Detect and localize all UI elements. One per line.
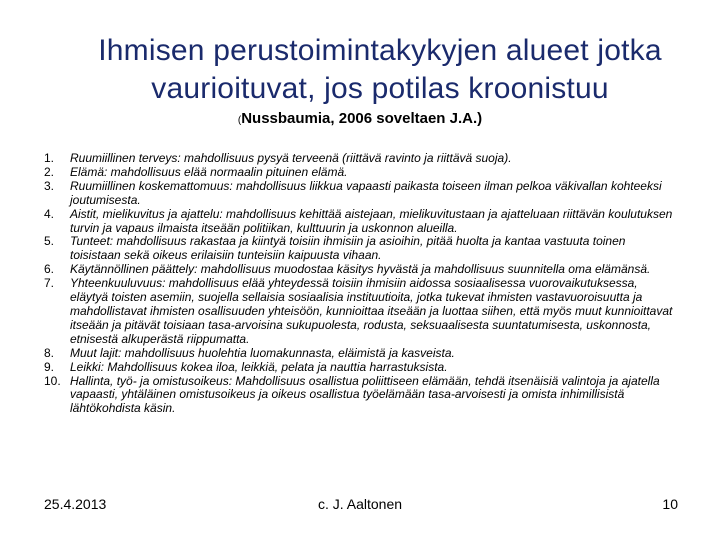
- item-text: Ruumiillinen terveys: mahdollisuus pysyä terveenä (riittävä ravinto ja riittävä suoja).: [70, 151, 512, 165]
- item-number: 9.: [44, 359, 55, 374]
- item-number: 6.: [44, 262, 55, 277]
- item-text: Elämä: mahdollisuus elää normaalin pituinen elämä.: [70, 164, 348, 179]
- item-text: Leikki: Mahdollisuus kokea iloa, leikkiä, pelata ja nauttia harrastuksista.: [70, 359, 448, 374]
- item-text: Tunteet: mahdollisuus rakastaa ja kiintyä toisiin ihmisiin ja asioihin, pitää huolta ja kantaa vastuuta toinen toisistaan sekä oikeus erilaisiin tunteisiin kaipuusta vihaan.: [70, 234, 626, 263]
- item-number: 5.: [44, 234, 55, 249]
- item-text: Käytännöllinen päättely: mahdollisuus muodostaa käsitys hyvästä ja mahdollisuus suunnitella oma elämänsä.: [70, 262, 651, 277]
- subtitle-paren: (: [237, 115, 242, 126]
- subtitle-text: Nussbaumia, 2006 soveltaen J.A.): [241, 110, 483, 127]
- list-item: [44, 361, 674, 375]
- item-number: 4.: [44, 206, 55, 221]
- list-item: [44, 375, 674, 417]
- item-number: 10.: [44, 373, 61, 388]
- footer-date: 25.4.2013: [44, 496, 107, 512]
- title-line-1: Ihmisen perustoimintakykyjen alueet jotka: [98, 34, 662, 67]
- item-number: 7.: [44, 276, 55, 291]
- item-text: Aistit, mielikuvitus ja ajattelu: mahdollisuus kehittää aistejaan, mielikuvitustaan ja ajatteluaan riittävän koulutuksen turvin ja vapaus ilmaista itseään politiikan, kulttuurin ja uskonnon alueilla.: [70, 206, 673, 235]
- page-number: 10: [662, 496, 678, 512]
- list-item: [44, 166, 674, 180]
- list-item: [44, 235, 674, 263]
- item-text: Muut lajit: mahdollisuus huolehtia luomakunnasta, eläimistä ja kasveista.: [70, 345, 455, 360]
- item-text: Yhteenkuuluvuus: mahdollisuus elää yhteydessä toisiin ihmisiin aidossa sosiaalisessa vuorovaikutuksessa, eläytyä toisten asemiin, suojella sellaisia sosiaalisia instituutioita, jotka tukevat ihmisten vastavuoroisuutta ja mahdollistavat ihmisten osallisuuden yhteisöön, kunnioittaa itseään ja luottaa siihen, että myös muut kunnioittavat itseään ja pitävät toisiaan tasa-arvoisina sukupuolesta, rodusta, seksuaalisesta suuntatumisesta, uskonnosta, etnisestä alkuperästä riippumatta.: [70, 276, 673, 346]
- list-item: [44, 180, 674, 208]
- list-item: [44, 347, 674, 361]
- slide-subtitle: [0, 110, 720, 127]
- capabilities-list: [44, 152, 674, 416]
- slide-title: [40, 32, 720, 108]
- item-text: Ruumiillinen koskemattomuus: mahdollisuus liikkua vapaasti paikasta toiseen ilman pelkoa väkivallan kohteeksi joutumisesta.: [70, 178, 662, 207]
- list-item: [44, 263, 674, 277]
- item-number: 2.: [44, 164, 55, 179]
- item-number: 8.: [44, 345, 55, 360]
- footer-author: c. J. Aaltonen: [317, 496, 403, 512]
- item-number: 3.: [44, 178, 55, 193]
- list-item: [44, 208, 674, 236]
- list-item: [44, 277, 674, 347]
- item-text: Hallinta, työ- ja omistusoikeus: Mahdollisuus osallistua poliittiseen elämään, tehdä itsenäisiä valintoja ja ajatella vapaasti, yhtäläinen omistusoikeus ja oikeus osallistua työelämään tasa-arvoisesti ja omista inhimillisistä lähtökohdista käsin.: [70, 373, 660, 416]
- title-line-2: vaurioituvat, jos potilas kroonistuu: [151, 72, 609, 105]
- item-number: 1.: [44, 151, 55, 165]
- list-item: [44, 152, 674, 166]
